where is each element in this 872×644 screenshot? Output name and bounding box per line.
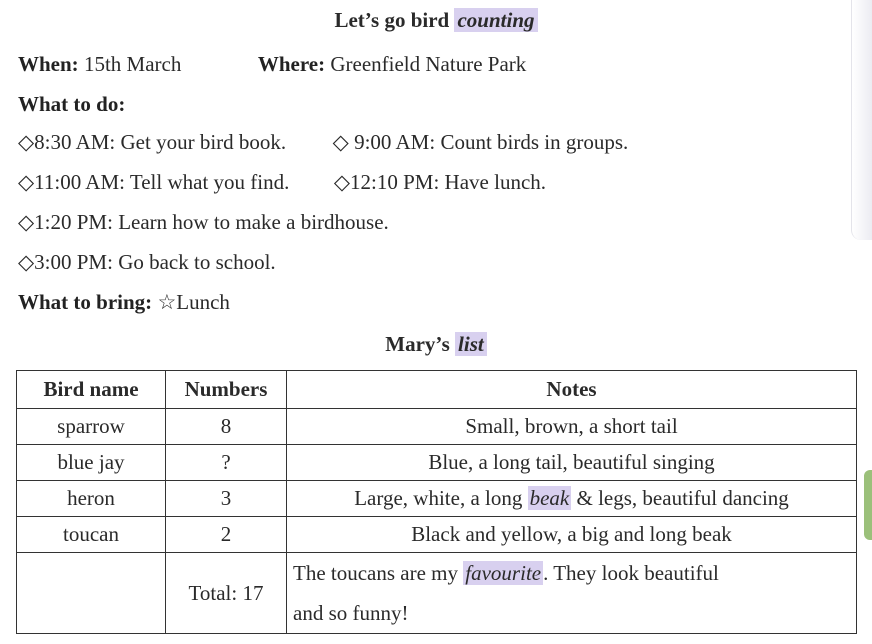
where-value: Greenfield Nature Park [330,52,527,76]
when-where-line [18,52,526,77]
table-header-row [17,371,857,409]
table-row [17,445,857,481]
bird-name-cell: heron [17,481,166,517]
schedule-row-1 [18,130,628,155]
bird-notes-cell: Large, white, a long beak & legs, beautiful dancing [287,481,857,517]
bring-item: Lunch [176,290,230,314]
schedule-item: ◇11:00 AM: Tell what you find. [18,170,290,194]
schedule-item: ◇12:10 PM: Have lunch. [333,170,547,194]
bring-label: What to bring: [18,290,153,314]
where-label: Where: [257,52,326,76]
schedule-item: ◇ 9:00 AM: Count birds in groups. [332,130,629,154]
page-title: Let’s go bird counting [0,8,872,33]
when-label: When: [18,52,79,76]
table-row [17,517,857,553]
empty-cell [17,553,166,634]
favourite-highlight: favourite [465,561,542,585]
total-cell: Total: 17 [166,553,287,634]
bring-line [18,290,230,315]
bird-table [16,370,857,634]
when-value: 15th March [83,52,182,76]
bird-notes-cell: Small, brown, a short tail [287,409,857,445]
page-edge-decoration [851,0,872,240]
table-row [17,481,857,517]
header-bird-name: Bird name [17,371,166,409]
diamond-icon: ◇ [18,130,35,154]
star-icon: ☆ [157,290,177,314]
bird-number-cell: 3 [166,481,287,517]
diamond-icon: ◇ [333,170,351,194]
beak-highlight: beak [529,486,570,510]
bird-name-cell: blue jay [17,445,166,481]
page-edge-decoration-green [864,470,872,540]
bird-notes-cell: Blue, a long tail, beautiful singing [287,445,857,481]
final-note-cell: The toucans are my favourite. They look beautiful and so funny! [287,553,857,634]
schedule-row-2 [18,170,546,195]
diamond-icon: ◇ [332,130,349,154]
bird-name-cell: toucan [17,517,166,553]
bird-notes-cell: Black and yellow, a big and long beak [287,517,857,553]
diamond-icon: ◇ [18,250,35,274]
title-highlight: counting [454,8,537,32]
table-total-row [17,553,857,634]
bird-number-cell: 2 [166,517,287,553]
header-numbers: Numbers [166,371,287,409]
header-notes: Notes [287,371,857,409]
schedule-row-3: ◇1:20 PM: Learn how to make a birdhouse. [18,210,389,234]
list-title: Mary’s list [0,332,872,357]
schedule-item: ◇8:30 AM: Get your bird book. [18,130,287,154]
bird-number-cell: ? [166,445,287,481]
bird-name-cell: sparrow [17,409,166,445]
table-row [17,409,857,445]
todo-label: What to do: [18,92,126,116]
list-title-highlight: list [455,332,487,356]
diamond-icon: ◇ [18,210,35,234]
schedule-row-4: ◇3:00 PM: Go back to school. [18,250,276,274]
diamond-icon: ◇ [18,170,35,194]
bird-number-cell: 8 [166,409,287,445]
